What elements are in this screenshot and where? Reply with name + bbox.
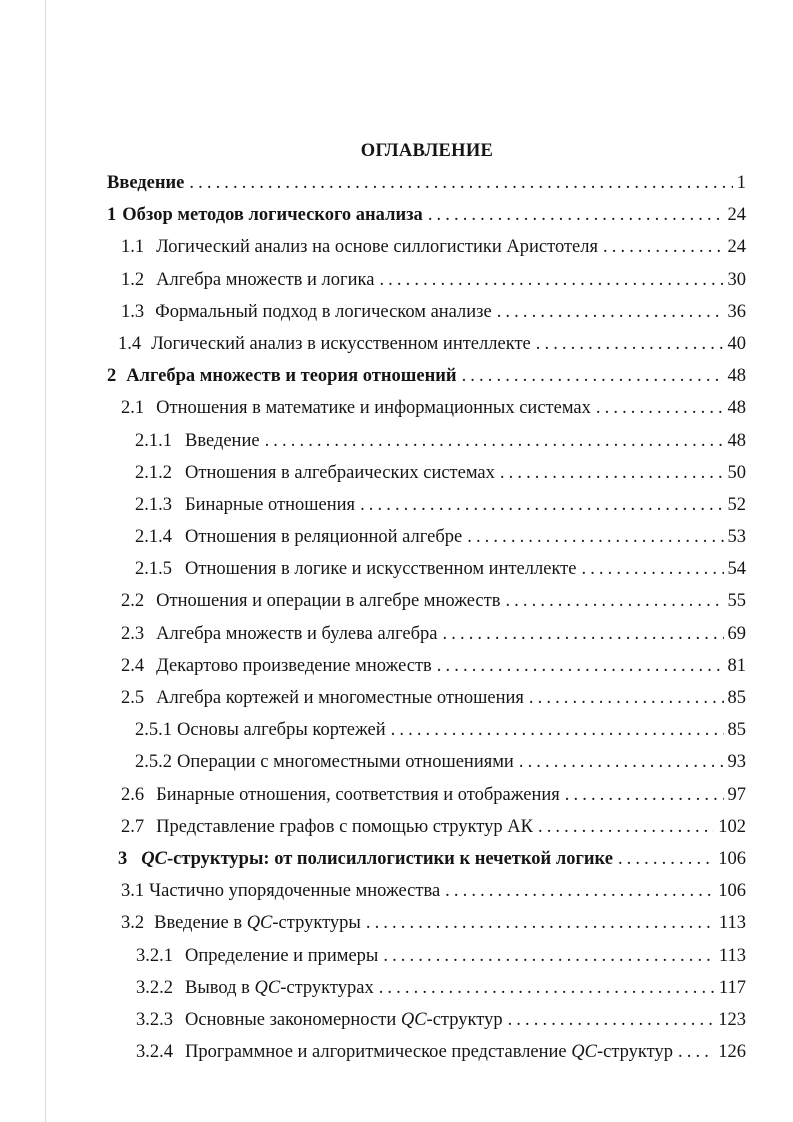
entry-title-suffix: -структур [596,1042,674,1063]
page-number: 93 [727,752,746,773]
entry-title-suffix: -структуры: от полисиллогистики к нечеткой логике [166,848,613,869]
entry-number: 3.2.4 [136,1042,173,1063]
dot-leader [366,907,715,939]
entry-title [185,1036,673,1068]
entry-title-suffix: -структур [426,1009,503,1030]
entry-number: 3.1 [121,881,145,902]
page-number: 126 [718,1042,746,1063]
entry-number: 2.5 [121,688,145,708]
dot-leader [505,585,723,617]
toc-entry-3-2-2 [136,972,746,1004]
toc-entry-2-5-2 [135,746,746,778]
entry-title-emphasis: QC [254,977,281,998]
toc-entry-introduction [107,167,746,199]
entry-number: 2.5.2 [135,752,172,773]
toc-entry-chapter-2 [107,360,746,392]
entry-title-prefix: Вывод в [185,977,255,998]
page-number: 24 [727,205,746,226]
page-number: 53 [727,527,746,548]
dot-leader [603,231,723,263]
page-number: 48 [727,366,746,387]
entry-title: Алгебра множеств и теория отношений [126,366,457,387]
entry-number: 3 [118,848,128,869]
entry-title: Частично упорядоченные множества [149,881,441,902]
entry-number: 2.6 [121,784,145,805]
entry-number: 2.1.1 [135,430,172,451]
page-number: 69 [727,623,746,644]
page-number: 54 [727,559,746,580]
entry-number: 1.3 [121,301,145,322]
page-number: 52 [727,494,746,515]
entry-title-emphasis: QC [571,1042,597,1063]
dot-leader [538,811,714,843]
entry-title-emphasis: QC [246,913,273,934]
toc-entry-2-5-1 [135,714,746,746]
toc-entry-2-3 [121,618,746,650]
entry-title: Алгебра кортежей и многоместные отношения [156,688,524,708]
page-number: 123 [718,1009,746,1030]
dot-leader [467,521,723,553]
dot-leader [596,392,724,424]
entry-number: 2.1 [121,398,145,419]
dot-leader [383,940,715,972]
entry-title: Алгебра множеств и логика [156,269,375,290]
page-number: 117 [718,977,746,998]
dot-leader [265,425,724,457]
toc-entry-2-7 [121,811,746,843]
entry-title-suffix: -структуры [272,913,361,934]
entry-number: 3.2.2 [136,977,173,998]
page-number: 81 [727,655,746,676]
toc-entry-2-1 [121,392,746,424]
dot-leader [379,264,723,296]
entry-number: 2.5.1 [135,720,172,741]
entry-title-emphasis: QC [141,848,167,869]
toc-entry-2-1-2 [135,457,746,489]
page-number: 102 [718,816,746,837]
dot-leader [678,1036,714,1068]
entry-number: 1.1 [121,237,145,258]
dot-leader [462,360,724,392]
toc-entry-2-4 [121,650,746,682]
toc-entry-1-3 [121,296,746,328]
dot-leader [529,682,724,714]
dot-leader [508,1004,715,1036]
toc-entry-3-1 [121,875,746,907]
entry-number: 2.1.3 [135,494,172,515]
entry-number: 2.1.5 [135,559,172,580]
entry-title: Основы алгебры кортежей [177,720,386,741]
entry-title: Введение [107,173,185,193]
dot-leader [360,489,723,521]
toc-entry-2-1-3 [135,489,746,521]
entry-title-prefix: Основные закономерности [185,1009,401,1030]
page-number: 30 [727,269,746,290]
dot-leader [500,457,724,489]
entry-number: 2.7 [121,816,145,837]
entry-number: 1 [107,205,117,226]
page-number: 55 [727,591,746,612]
page-number: 24 [727,237,746,258]
toc-entry-1-4 [118,328,746,360]
toc-entry-chapter-1 [107,199,746,231]
page-number: 50 [727,462,746,483]
entry-title: Отношения в реляционной алгебре [185,527,463,548]
entry-title: Формальный подход в логическом анализе [155,301,492,322]
dot-leader [391,714,724,746]
entry-title: Декартово произведение множеств [156,655,432,676]
entry-number: 1.2 [121,269,145,290]
toc-entry-1-1 [121,231,746,263]
toc-entry-2-1-5 [135,553,746,585]
page-number: 40 [727,333,746,354]
table-of-contents [0,167,793,1068]
entry-number: 2.3 [121,623,145,644]
entry-number: 2.2 [121,591,145,612]
entry-number: 3.2.3 [136,1009,173,1030]
dot-leader [581,553,723,585]
page-number: 113 [718,913,746,934]
entry-number: 2.4 [121,655,145,676]
entry-number: 2.1.2 [135,462,172,483]
entry-title-prefix: Программное и алгоритмическое представление [185,1042,572,1063]
dot-leader [428,199,724,231]
entry-number: 3.2.1 [136,945,173,966]
entry-title-suffix: -структурах [280,977,374,998]
entry-title: Отношения и операции в алгебре множеств [156,591,501,612]
entry-title: Логический анализ в искусственном интеллекте [151,333,531,354]
dot-leader [445,875,714,907]
toc-entry-2-6 [121,779,746,811]
dot-leader [536,328,724,360]
entry-title [154,907,361,939]
entry-title [185,1004,503,1036]
entry-title: Обзор методов логического анализа [122,205,423,226]
dot-leader [379,972,715,1004]
dot-leader [618,843,714,875]
toc-entry-2-1-4 [135,521,746,553]
toc-entry-3-2-3 [136,1004,746,1036]
entry-title [141,843,613,875]
page-number: 1 [736,173,746,193]
page-number: 97 [727,784,746,805]
toc-entry-1-2 [121,264,746,296]
page-number: 106 [718,848,746,869]
entry-title: Логический анализ на основе силлогистики Аристотеля [156,237,599,258]
page-number: 85 [727,688,746,708]
entry-title: Введение [185,430,260,451]
entry-number: 2.1.4 [135,527,172,548]
entry-title-prefix: Введение в [154,913,247,934]
entry-title: Операции с многоместными отношениями [177,752,514,773]
entry-number: 3.2 [121,913,145,934]
page-number: 36 [727,301,746,322]
entry-number: 1.4 [118,333,142,354]
entry-title: Алгебра множеств и булева алгебра [156,623,438,644]
entry-title-emphasis: QC [400,1009,427,1030]
entry-title: Определение и примеры [185,945,379,966]
page-number: 48 [727,430,746,451]
toc-entry-3-2-4 [136,1036,746,1068]
entry-title: Бинарные отношения, соответствия и отображения [156,784,560,805]
toc-entry-2-5 [121,682,746,714]
toc-entry-3-2 [121,907,746,939]
toc-entry-3-2-1 [136,940,746,972]
entry-title: Представление графов с помощью структур АК [156,816,533,837]
toc-heading: ОГЛАВЛЕНИЕ [360,141,494,161]
page-number: 85 [727,720,746,741]
page-number: 106 [718,881,746,902]
page-number: 48 [727,398,746,419]
toc-entry-2-2 [121,585,746,617]
entry-number: 2 [107,366,117,387]
toc-entry-2-1-1 [135,425,746,457]
entry-title: Бинарные отношения [185,494,356,515]
dot-leader [519,746,724,778]
toc-entry-chapter-3 [118,843,746,875]
entry-title: Отношения в алгебраических системах [185,462,495,483]
page-number: 113 [718,945,746,966]
dot-leader [443,618,724,650]
dot-leader [497,296,724,328]
dot-leader [565,779,724,811]
dot-leader [437,650,724,682]
entry-title: Отношения в математике и информационных системах [156,398,591,419]
entry-title: Отношения в логике и искусственном интеллекте [185,559,577,580]
dot-leader [189,167,732,199]
entry-title [185,972,374,1004]
